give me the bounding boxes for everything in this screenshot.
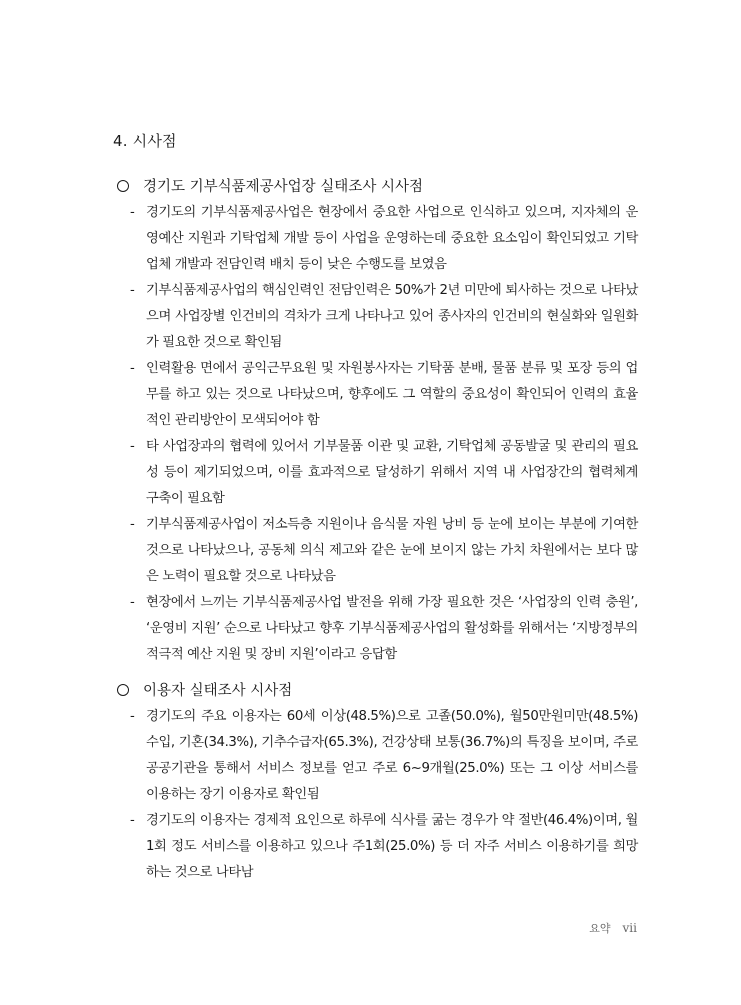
list-item <box>130 356 638 434</box>
list-item-text: 기부식품제공사업의 핵심인력인 전담인력은 50%가 2년 미만에 퇴사하는 것으로 나타났으며 사업장별 인건비의 격차가 크게 나타나고 있어 종사자의 인건비의 현실화와 일원화가 필요한 것으로 확인됨 <box>146 283 638 350</box>
dash-bullet-icon: - <box>130 361 135 376</box>
page-footer <box>589 920 637 936</box>
list-item <box>130 434 638 512</box>
list-item-text: 기부식품제공사업이 저소득층 지원이나 음식물 자원 낭비 등 눈에 보이는 부분에 기여한 것으로 나타났으나, 공동체 의식 제고와 같은 눈에 보이지 않는 가치 차원에서는 보다 많은 노력이 필요할 것으로 나타났음 <box>146 517 638 584</box>
dash-bullet-icon: - <box>130 709 135 724</box>
dash-bullet-icon: - <box>130 813 135 828</box>
list-item <box>130 704 638 808</box>
list-item-text: 타 사업장과의 협력에 있어서 기부물품 이관 및 교환, 기탁업체 공동발굴 및 관리의 필요성 등이 제기되었으며, 이를 효과적으로 달성하기 위해서 지역 내 사업장간의 협력체계 구축이 필요함 <box>146 439 638 506</box>
subsection-heading-text: 경기도 기부식품제공사업장 실태조사 시사점 <box>143 179 423 195</box>
list-item <box>130 808 638 886</box>
subsection-heading-text: 이용자 실태조사 시사점 <box>143 683 293 699</box>
footer-label: 요약 <box>589 922 611 935</box>
list-item-text: 현장에서 느끼는 기부식품제공사업 발전을 위해 가장 필요한 것은 ‘사업장의 인력 충원’, ‘운영비 지원’ 순으로 나타났고 향후 기부식품제공사업의 활성화를 위해서는 ‘지방정부의 적극적 예산 지원 및 장비 지원’이라고 응답함 <box>146 595 638 662</box>
list-item-text: 경기도의 기부식품제공사업은 현장에서 중요한 사업으로 인식하고 있으며, 지자체의 운영예산 지원과 기탁업체 개발 등이 사업을 운영하는데 중요한 요소임이 확인되었고 기탁업체 개발과 전담인력 배치 등이 낮은 수행도를 보였음 <box>146 205 638 272</box>
dash-bullet-icon: - <box>130 595 135 610</box>
subsection-heading-1 <box>117 175 423 196</box>
dash-bullet-icon: - <box>130 517 135 532</box>
section-title: 4. 시사점 <box>113 132 177 150</box>
subsection-2-list <box>130 704 638 886</box>
list-item-text: 경기도의 주요 이용자는 60세 이상(48.5%)으로 고졸(50.0%), 월50만원미만(48.5%)수입, 기혼(34.3%), 기추수급자(65.3%), 건강상태 보통(36.7%)의 특징을 보이며, 주로 공공기관을 통해서 서비스 정보를 얻고 주로 6~9개월(25.0%) 또는 그 이상 서비스를 이용하는 장기 이용자로 확인됨 <box>146 709 638 802</box>
list-item <box>130 590 638 668</box>
list-item-text: 경기도의 이용자는 경제적 요인으로 하루에 식사를 굶는 경우가 약 절반(46.4%)이며, 월 1회 정도 서비스를 이용하고 있으나 주1회(25.0%) 등 더 자주 서비스 이용하기를 희망하는 것으로 나타남 <box>146 813 638 880</box>
dash-bullet-icon: - <box>130 205 135 220</box>
dash-bullet-icon: - <box>130 439 135 454</box>
list-item <box>130 512 638 590</box>
list-item-text: 인력활용 면에서 공익근무요원 및 자원봉사자는 기탁품 분배, 물품 분류 및 포장 등의 업무를 하고 있는 것으로 나타났으며, 향후에도 그 역할의 중요성이 확인되어 인력의 효율적인 관리방안이 모색되어야 함 <box>146 361 638 428</box>
list-item <box>130 278 638 356</box>
list-item <box>130 200 638 278</box>
circle-bullet-icon <box>117 684 129 696</box>
page-number: vii <box>622 921 637 935</box>
dash-bullet-icon: - <box>130 283 135 298</box>
circle-bullet-icon <box>117 180 129 192</box>
subsection-heading-2 <box>117 679 292 700</box>
subsection-1-list <box>130 200 638 668</box>
